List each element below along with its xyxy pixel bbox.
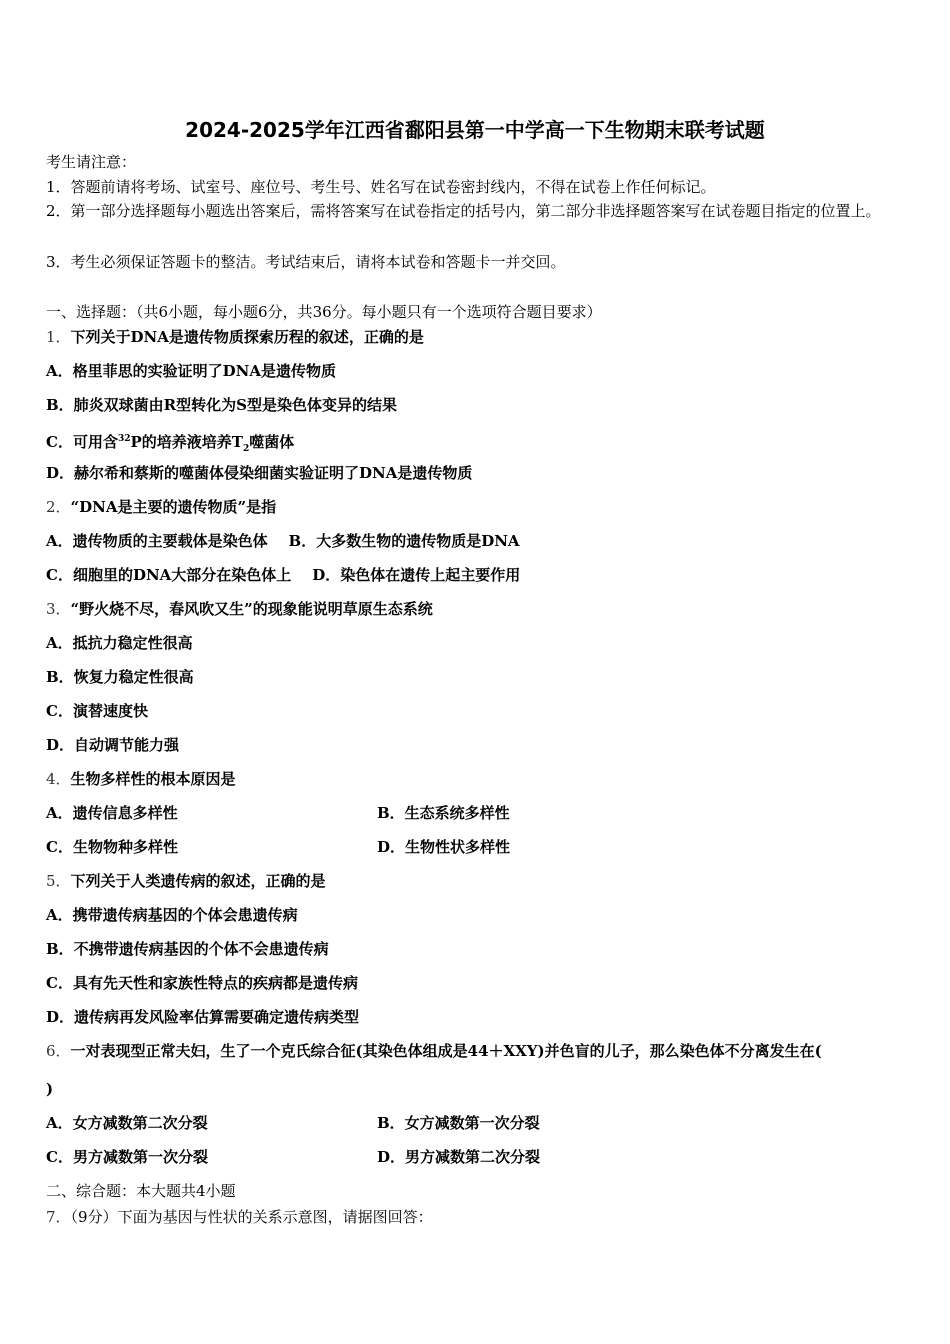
question-6-stem-continued: ) bbox=[46, 1080, 54, 1098]
q1-option-b: B．肺炎双球菌由R型转化为S型是染色体变异的结果 bbox=[46, 396, 397, 414]
question-5 bbox=[46, 871, 326, 891]
question-number: 1． bbox=[46, 328, 71, 346]
question-7 bbox=[46, 1207, 433, 1227]
question-stem: “野火烧不尽，春风吹又生”的现象能说明草原生态系统 bbox=[70, 600, 433, 618]
q5-option-a: A．携带遗传病基因的个体会患遗传病 bbox=[46, 906, 298, 924]
subscript: 2 bbox=[242, 444, 250, 454]
q5-option-b: B．不携带遗传病基因的个体不会患遗传病 bbox=[46, 940, 329, 958]
q6-option-d: D．男方减数第二次分裂 bbox=[377, 1148, 541, 1166]
question-stem: 生物多样性的根本原因是 bbox=[70, 770, 236, 788]
q4-option-b: B．生态系统多样性 bbox=[377, 804, 510, 822]
question-number: 3． bbox=[46, 600, 71, 618]
question-6 bbox=[46, 1041, 822, 1061]
question-3 bbox=[46, 599, 433, 619]
section-1-heading: 一、选择题：（共6小题，每小题6分，共36分。每小题只有一个选项符合题目要求） bbox=[46, 303, 602, 321]
q4-option-c: C．生物物种多样性 bbox=[46, 838, 178, 856]
question-stem: （9分）下面为基因与性状的关系示意图，请据图回答： bbox=[70, 1208, 433, 1226]
q3-option-a: A．抵抗力稳定性很高 bbox=[46, 634, 193, 652]
q6-option-a: A．女方减数第二次分裂 bbox=[46, 1114, 208, 1132]
q2-options-row-2 bbox=[46, 565, 520, 585]
question-2 bbox=[46, 497, 276, 517]
q5-option-d: D．遗传病再发风险率估算需要确定遗传病类型 bbox=[46, 1008, 360, 1026]
q4-option-a: A．遗传信息多样性 bbox=[46, 804, 178, 822]
q6-option-b: B．女方减数第一次分裂 bbox=[377, 1114, 540, 1132]
page-title: 2024-2025学年江西省鄱阳县第一中学高一下生物期末联考试题 bbox=[185, 118, 765, 142]
option-text: P的培养液培养T bbox=[130, 433, 243, 451]
q1-option-c bbox=[46, 429, 294, 459]
q6-option-c: C．男方减数第一次分裂 bbox=[46, 1148, 208, 1166]
question-stem: 一对表现型正常夫妇，生了一个克氏综合征(其染色体组成是44＋XXY)并色盲的儿子，那么染色体不分离发生在( bbox=[70, 1042, 822, 1060]
q4-option-d: D．生物性状多样性 bbox=[377, 838, 511, 856]
section-2-heading: 二、综合题：本大题共4小题 bbox=[46, 1182, 236, 1200]
question-stem: 下列关于DNA是遗传物质探索历程的叙述，正确的是 bbox=[70, 328, 424, 346]
question-4 bbox=[46, 769, 236, 789]
superscript: 32 bbox=[117, 434, 131, 444]
q3-option-d: D．自动调节能力强 bbox=[46, 736, 180, 754]
notice-heading: 考生请注意： bbox=[46, 153, 137, 171]
q5-option-c: C．具有先天性和家族性特点的疾病都是遗传病 bbox=[46, 974, 358, 992]
option-text: C．可用含 bbox=[46, 433, 118, 451]
q3-option-c: C．演替速度快 bbox=[46, 702, 148, 720]
q1-option-a: A．格里菲思的实验证明了DNA是遗传物质 bbox=[46, 362, 336, 380]
question-number: 6． bbox=[46, 1042, 71, 1060]
question-number: 4． bbox=[46, 770, 71, 788]
notice-item-1: 1．答题前请将考场、试室号、座位号、考生号、姓名写在试卷密封线内，不得在试卷上作任何标记。 bbox=[46, 178, 716, 196]
option-text: 噬菌体 bbox=[249, 433, 295, 451]
q3-option-b: B．恢复力稳定性很高 bbox=[46, 668, 194, 686]
question-number: 2． bbox=[46, 498, 71, 516]
question-1 bbox=[46, 327, 424, 347]
question-stem: 下列关于人类遗传病的叙述，正确的是 bbox=[70, 872, 326, 890]
q2-option-c: C．细胞里的DNA大部分在染色体上 bbox=[46, 566, 292, 584]
q1-option-d: D．赫尔希和蔡斯的噬菌体侵染细菌实验证明了DNA是遗传物质 bbox=[46, 464, 473, 482]
q2-option-a: A．遗传物质的主要载体是染色体 bbox=[46, 532, 268, 550]
question-number: 7． bbox=[46, 1208, 71, 1226]
q2-options-row-1 bbox=[46, 531, 520, 551]
notice-item-3: 3．考生必须保证答题卡的整洁。考试结束后，请将本试卷和答题卡一并交回。 bbox=[46, 253, 566, 271]
notice-item-2: 2．第一部分选择题每小题选出答案后，需将答案写在试卷指定的括号内，第二部分非选择题答案写在试卷题目指定的位置上。 bbox=[46, 202, 881, 220]
q2-option-d: D．染色体在遗传上起主要作用 bbox=[312, 566, 521, 584]
question-number: 5． bbox=[46, 872, 71, 890]
q2-option-b: B．大多数生物的遗传物质是DNA bbox=[288, 532, 520, 550]
question-stem: “DNA是主要的遗传物质”是指 bbox=[70, 498, 277, 516]
